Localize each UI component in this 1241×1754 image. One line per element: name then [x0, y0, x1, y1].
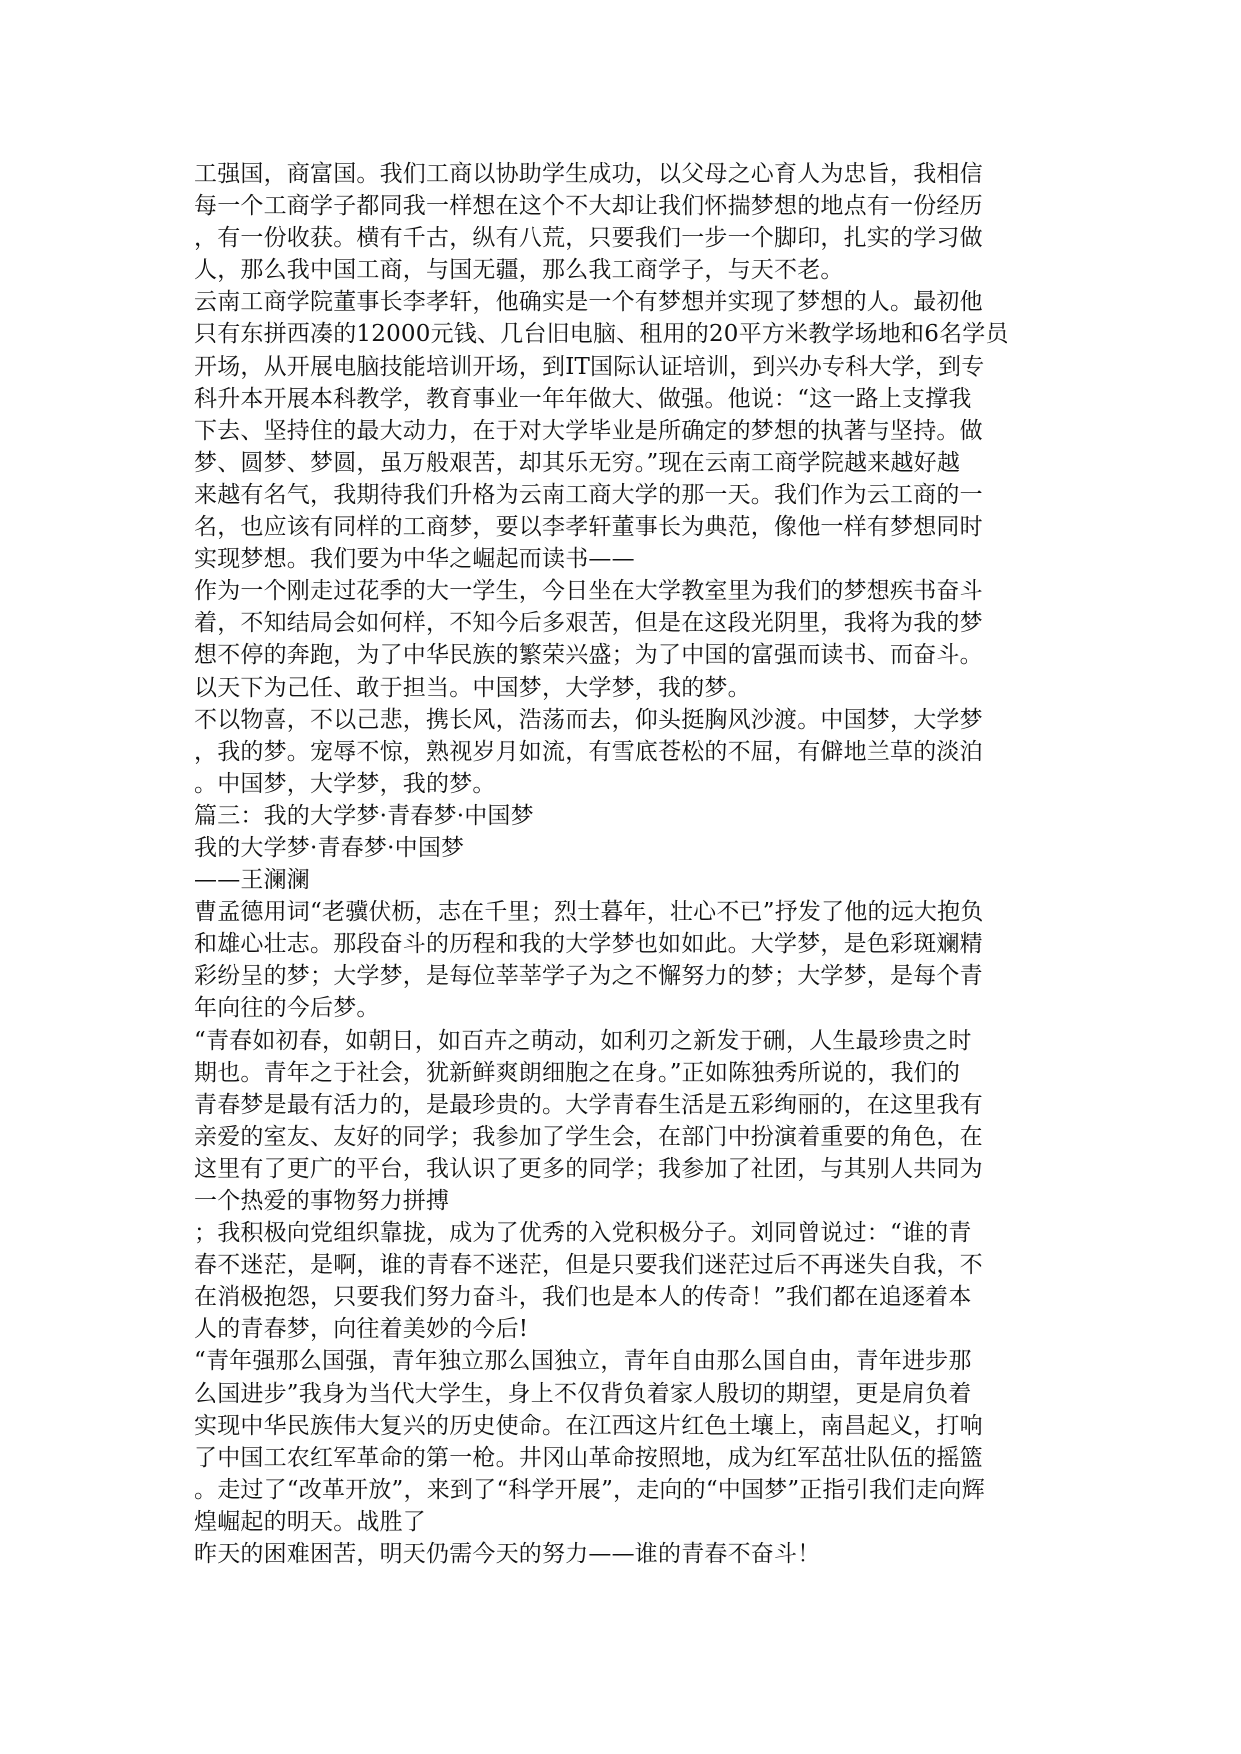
text-line: 期也。青年之于社会，犹新鲜爽朗细胞之在身。”正如陈独秀所说的，我们的 — [194, 1059, 961, 1086]
text-line: 来越有名气，我期待我们升格为云南工商大学的那一天。我们作为云工商的一 — [194, 481, 983, 508]
text-line: 这里有了更广的平台，我认识了更多的同学；我参加了社团，与其别人共同为 — [194, 1155, 983, 1182]
text-line: ，有一份收获。横有千古，纵有八荒，只要我们一步一个脚印，扎实的学习做 — [194, 225, 983, 252]
text-line: 青春梦是最有活力的，是最珍贵的。大学青春生活是五彩绚丽的，在这里我有 — [194, 1091, 983, 1118]
text-line: 煌崛起的明天。战胜了 — [194, 1508, 426, 1535]
text-line: 每一个工商学子都同我一样想在这个不大却让我们怀揣梦想的地点有一份经历 — [194, 193, 983, 220]
text-line: 下去、坚持住的最大动力，在于对大学毕业是所确定的梦想的执著与坚持。做 — [194, 417, 983, 444]
text-line: 么国进步”我身为当代大学生，身上不仅背负着家人殷切的期望，更是肩负着 — [194, 1380, 972, 1407]
text-line: 只有东拼西凑的12000元钱、几台旧电脑、租用的20平方米教学场地和6名学员 — [194, 321, 1009, 348]
text-line: 以天下为己任、敢于担当。中国梦，大学梦，我的梦。 — [194, 674, 751, 701]
text-line: 作为一个刚走过花季的大一学生，今日坐在大学教室里为我们的梦想疾书奋斗 — [194, 578, 983, 605]
text-line: 篇三：我的大学梦·青春梦·中国梦 — [194, 802, 534, 829]
text-line: 人的青春梦，向往着美妙的今后! — [194, 1316, 529, 1343]
text-line: 亲爱的室友、友好的同学；我参加了学生会，在部门中扮演着重要的角色，在 — [194, 1123, 983, 1150]
text-line: 开场，从开展电脑技能培训开场，到IT国际认证培训，到兴办专科大学，到专 — [194, 353, 985, 380]
text-line: 了中国工农红军革命的第一枪。井冈山革命按照地，成为红军茁壮队伍的摇篮 — [194, 1444, 983, 1471]
text-line: 彩纷呈的梦；大学梦，是每位莘莘学子为之不懈努力的梦；大学梦，是每个青 — [194, 963, 983, 990]
text-line: 云南工商学院董事长李孝轩，他确实是一个有梦想并实现了梦想的人。最初他 — [194, 289, 983, 316]
text-line: 想不停的奔跑，为了中华民族的繁荣兴盛；为了中国的富强而读书、而奋斗。 — [194, 642, 983, 669]
text-line: 春不迷茫，是啊，谁的青春不迷茫，但是只要我们迷茫过后不再迷失自我，不 — [194, 1252, 983, 1279]
text-line: 在消极抱怨，只要我们努力奋斗，我们也是本人的传奇！”我们都在追逐着本 — [194, 1284, 972, 1311]
text-line: 科升本开展本科教学，教育事业一年年做大、做强。他说：“这一路上支撑我 — [194, 385, 972, 412]
text-line: 不以物喜，不以己悲，携长风，浩荡而去，仰头挺胸风沙渡。中国梦，大学梦 — [194, 706, 983, 733]
text-line: 曹孟德用词“老骥伏枥，志在千里；烈士暮年，壮心不已”抒发了他的远大抱负 — [194, 899, 984, 926]
text-line: 人，那么我中国工商，与国无疆，那么我工商学子，与天不老。 — [194, 257, 844, 284]
text-line: 实现中华民族伟大复兴的历史使命。在江西这片红色土壤上，南昌起义，打响 — [194, 1412, 983, 1439]
text-line: 工强国，商富国。我们工商以协助学生成功，以父母之心育人为忠旨，我相信 — [194, 161, 983, 187]
text-line: 和雄心壮志。那段奋斗的历程和我的大学梦也如如此。大学梦，是色彩斑斓精 — [194, 931, 983, 958]
text-line: “青年强那么国强，青年独立那么国独立，青年自由那么国自由，青年进步那 — [194, 1348, 972, 1375]
text-line: ，我的梦。宠辱不惊，熟视岁月如流，有雪底苍松的不屈，有僻地兰草的淡泊 — [194, 738, 983, 765]
text-line: 年向往的今后梦。 — [194, 995, 380, 1022]
text-line: 。中国梦，大学梦，我的梦。 — [194, 770, 496, 797]
text-line: 。走过了“改革开放”，来到了“科学开展”，走向的“中国梦”正指引我们走向辉 — [194, 1476, 985, 1503]
text-line: 名，也应该有同样的工商梦，要以李孝轩董事长为典范，像他一样有梦想同时 — [194, 514, 983, 541]
text-line: 梦、圆梦、梦圆，虽万般艰苦，却其乐无穷。”现在云南工商学院越来越好越 — [194, 449, 961, 476]
text-line: 实现梦想。我们要为中华之崛起而读书—— — [194, 546, 635, 573]
text-line: 我的大学梦·青春梦·中国梦 — [194, 834, 465, 861]
text-line: 着，不知结局会如何样，不知今后多艰苦，但是在这段光阴里，我将为我的梦 — [194, 610, 983, 637]
text-line: 一个热爱的事物努力拼搏 — [194, 1188, 450, 1214]
text-line: “青春如初春，如朝日，如百卉之萌动，如利刃之新发于硎，人生最珍贵之时 — [194, 1027, 972, 1054]
text-line: ；我积极向党组织靠拢，成为了优秀的入党积极分子。刘同曾说过：“谁的青 — [194, 1220, 972, 1247]
text-line: ——王澜澜 — [194, 867, 310, 894]
document-body-text — [194, 158, 1054, 1570]
text-line: 昨天的困难困苦，明天仍需今天的努力——谁的青春不奋斗！ — [194, 1541, 821, 1568]
